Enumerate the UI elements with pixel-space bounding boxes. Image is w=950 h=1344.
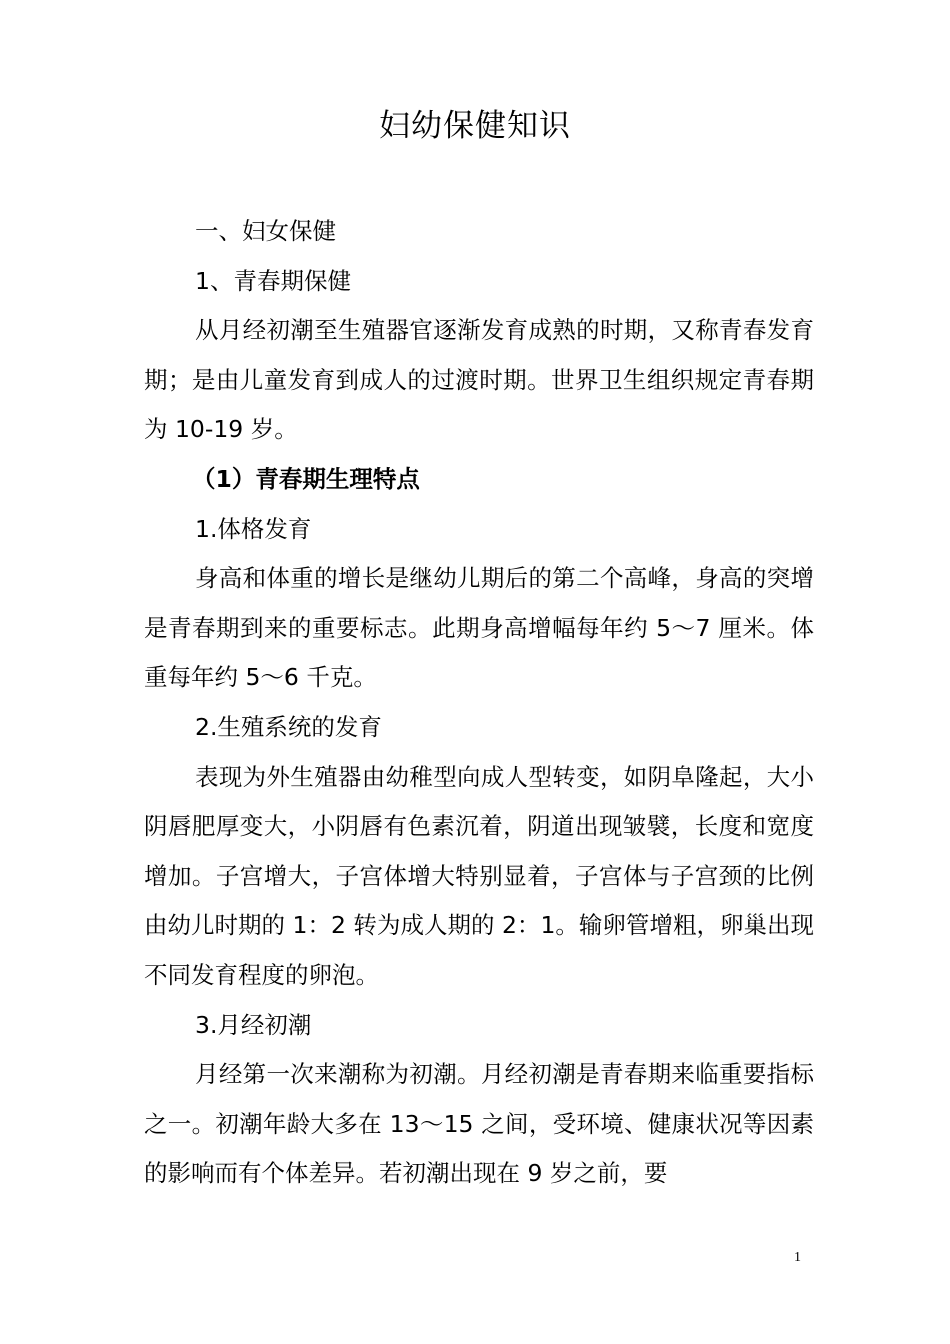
body-paragraph-adolescence-definition: 从月经初潮至生殖器官逐渐发育成熟的时期，又称青春发育期；是由儿童发育到成人的过渡时期。世界卫生组织规定青春期为 10-19 岁。 — [144, 316, 814, 444]
body-paragraph-menarche: 月经第一次来潮称为初潮。月经初潮是青春期来临重要指标之一。初潮年龄大多在 13～15 之间，受环境、健康状况等因素的影响而有个体差异。若初潮出现在 9 岁之前，要 — [144, 1060, 814, 1188]
document-title — [0, 101, 950, 151]
document-body — [144, 207, 814, 1199]
section-heading-women-health: 一、妇女保健 — [195, 217, 336, 245]
body-paragraph-physical-development: 身高和体重的增长是继幼儿期后的第二个高峰，身高的突增是青春期到来的重要标志。此期身高增幅每年约 5～7 厘米。体重每年约 5～6 千克。 — [144, 564, 814, 692]
body-paragraph-reproductive-development: 表现为外生殖器由幼稚型向成人型转变，如阴阜隆起，大小阴唇肥厚变大，小阴唇有色素沉着，阴道出现皱襞，长度和宽度增加。子宫增大，子宫体增大特别显着，子宫体与子宫颈的比例由幼儿时期的 1：2 转为成人期的 2：1。输卵管增粗，卵巢出现不同发育程度的卵泡。 — [144, 762, 814, 989]
page-number: 1 — [794, 1250, 801, 1265]
item-heading-menarche: 3.月经初潮 — [195, 1010, 312, 1039]
subsection-heading-adolescence: 1、青春期保健 — [195, 266, 351, 295]
document-title-text: 妇幼保健知识 — [379, 108, 571, 144]
item-heading-reproductive-development: 2.生殖系统的发育 — [195, 712, 382, 741]
item-heading-physical-development: 1.体格发育 — [195, 514, 312, 543]
bold-heading-physiological-features: （1）青春期生理特点 — [192, 464, 420, 493]
